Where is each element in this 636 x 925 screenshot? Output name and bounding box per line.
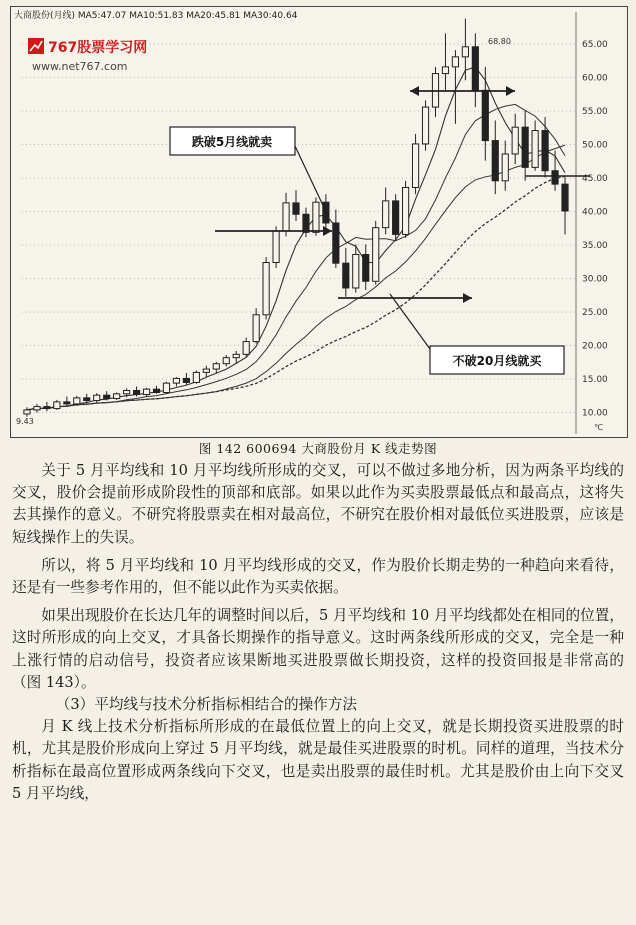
figure-142 (10, 6, 628, 438)
candle-body-up (502, 154, 508, 181)
candle-body-down (343, 263, 349, 288)
candle (114, 393, 120, 400)
candle-body-up (54, 402, 60, 409)
candle-body-up (313, 202, 319, 232)
candle (313, 198, 319, 236)
candle-body-down (492, 141, 498, 181)
candle-body-up (163, 383, 169, 392)
candle-body-down (472, 47, 478, 91)
candle-body-up (353, 254, 359, 287)
candle-body-up (263, 263, 269, 315)
candle-body-up (124, 390, 130, 393)
site-name: 767股票学习网 (48, 40, 148, 56)
y-tick-label: 25.00 (582, 308, 608, 319)
y-tick-label: 15.00 (582, 375, 608, 386)
corner-label: ℃ (594, 423, 603, 432)
candle (263, 257, 269, 319)
candle-body-up (532, 131, 538, 168)
candle-body-down (183, 378, 189, 382)
candle-body-up (193, 372, 199, 382)
candle-body-down (104, 395, 110, 398)
candle-body-down (363, 254, 369, 281)
candle-body-down (44, 407, 50, 409)
y-tick-label: 20.00 (582, 341, 608, 352)
candle-body-up (94, 395, 100, 400)
candle-body-up (203, 369, 209, 372)
candle-body-up (403, 187, 409, 234)
candle-body-down (303, 214, 309, 232)
candle-body-up (243, 342, 249, 355)
candle-body-down (482, 90, 488, 140)
paragraph-3: 如果出现股价在长达几年的调整时间以后，5 月平均线和 10 月平均线都处在相同的位置，这时所形成的向上交叉，才具备长期操作的指导意义。这时两条线所形成的交叉，完全是一种上涨行情的启动信号，投资者应该果断地买进股票做长期投资，这样的投资回报是非常高的（图 143）。 (12, 607, 624, 691)
y-tick-label: 60.00 (582, 73, 608, 84)
y-tick-label: 50.00 (582, 140, 608, 151)
candle-body-up (512, 127, 518, 154)
paragraph-2: 所以，将 5 月平均线和 10 月平均线形成的交叉，作为股价长期走势的一种趋向来看待，还是有一些参考作用的，但不能以此作为买卖依据。 (12, 556, 624, 597)
candle-body-up (462, 47, 468, 57)
candle-body-up (173, 378, 179, 383)
candle-body-down (552, 171, 558, 184)
candle (422, 100, 428, 150)
candle (373, 221, 379, 285)
paragraph-1: 关于 5 月平均线和 10 月平均线所形成的交叉，可以不做过多地分析，因为两条平均线的交叉，股价会提前形成阶段性的顶部和底部。如果以此作为买卖股票最低点和最高点，这将失去其操作的意义。不研究将股票卖在相对最高位，不研究在股价相对最低位买进股票，应该是短线操作上的失误。 (12, 462, 624, 546)
candle-body-down (333, 223, 339, 263)
candle-body-down (64, 402, 70, 404)
candle-body-up (452, 57, 458, 67)
figure-caption: 图 142 600694 大商股份月 K 线走势图 (198, 441, 438, 456)
candle (393, 194, 399, 241)
candle-body-up (143, 389, 149, 394)
candle-body-down (562, 184, 568, 211)
candle-body-down (522, 127, 528, 167)
candle (163, 382, 169, 394)
candle-body-up (442, 67, 448, 74)
y-tick-label: 65.00 (582, 40, 608, 51)
candle (403, 181, 409, 238)
candle-body-up (114, 394, 120, 399)
peak-label: 68.80 (488, 37, 511, 46)
candle-body-up (34, 407, 40, 410)
y-tick-label: 10.00 (582, 408, 608, 419)
body-text (12, 460, 624, 805)
chart-logo-icon (28, 38, 44, 54)
chart-legend: 大商股份(月线) MA5:47.07 MA10:51.83 MA20:45.81 MA30:40.64 (14, 11, 298, 21)
candle-body-up (422, 107, 428, 144)
candlestick-chart (10, 6, 628, 438)
y-tick-label: 45.00 (582, 174, 608, 185)
candle-body-up (213, 364, 219, 369)
candle-body-up (74, 398, 80, 404)
y-tick-label: 30.00 (582, 274, 608, 285)
y-tick-label: 40.00 (582, 207, 608, 218)
candle-body-up (253, 315, 259, 342)
candle-body-up (223, 358, 229, 364)
candle-body-down (133, 390, 139, 394)
candle-body-up (412, 144, 418, 188)
candle-body-down (542, 131, 548, 171)
candle-body-up (24, 410, 30, 414)
y-tick-label: 35.00 (582, 241, 608, 252)
y-tick-label: 55.00 (582, 107, 608, 118)
section-heading: （3）平均线与技术分析指标相结合的操作方法 (55, 696, 357, 714)
site-url: www.net767.com (32, 60, 128, 73)
candle-body-up (383, 201, 389, 228)
candle-body-down (84, 398, 90, 401)
candle-body-up (283, 203, 289, 231)
candle-body-down (293, 203, 299, 214)
candle-body-down (153, 389, 159, 392)
candle-body-up (273, 231, 279, 262)
candle-body-down (393, 201, 399, 235)
sell-label: 跌破5月线就卖 (191, 135, 273, 149)
low-label: 9.43 (16, 417, 34, 426)
candle (273, 226, 279, 268)
buy-label: 不破20月线就买 (452, 354, 542, 368)
candle-body-up (233, 354, 239, 357)
candle-body-up (373, 228, 379, 282)
candle (193, 370, 199, 383)
paragraph-4: 月 K 线上技术分析指标所形成的在最低位置上的向上交叉，就是长期投资买进股票的时机，尤其是股价形成向上穿过 5 月平均线，就是最佳买进股票的时机。同样的道理，当技术分析指标在最高位置形成两条线向下交叉，也是卖出股票的最佳时机。尤其是股价由上向下交叉 5 月平均线， (12, 718, 624, 802)
